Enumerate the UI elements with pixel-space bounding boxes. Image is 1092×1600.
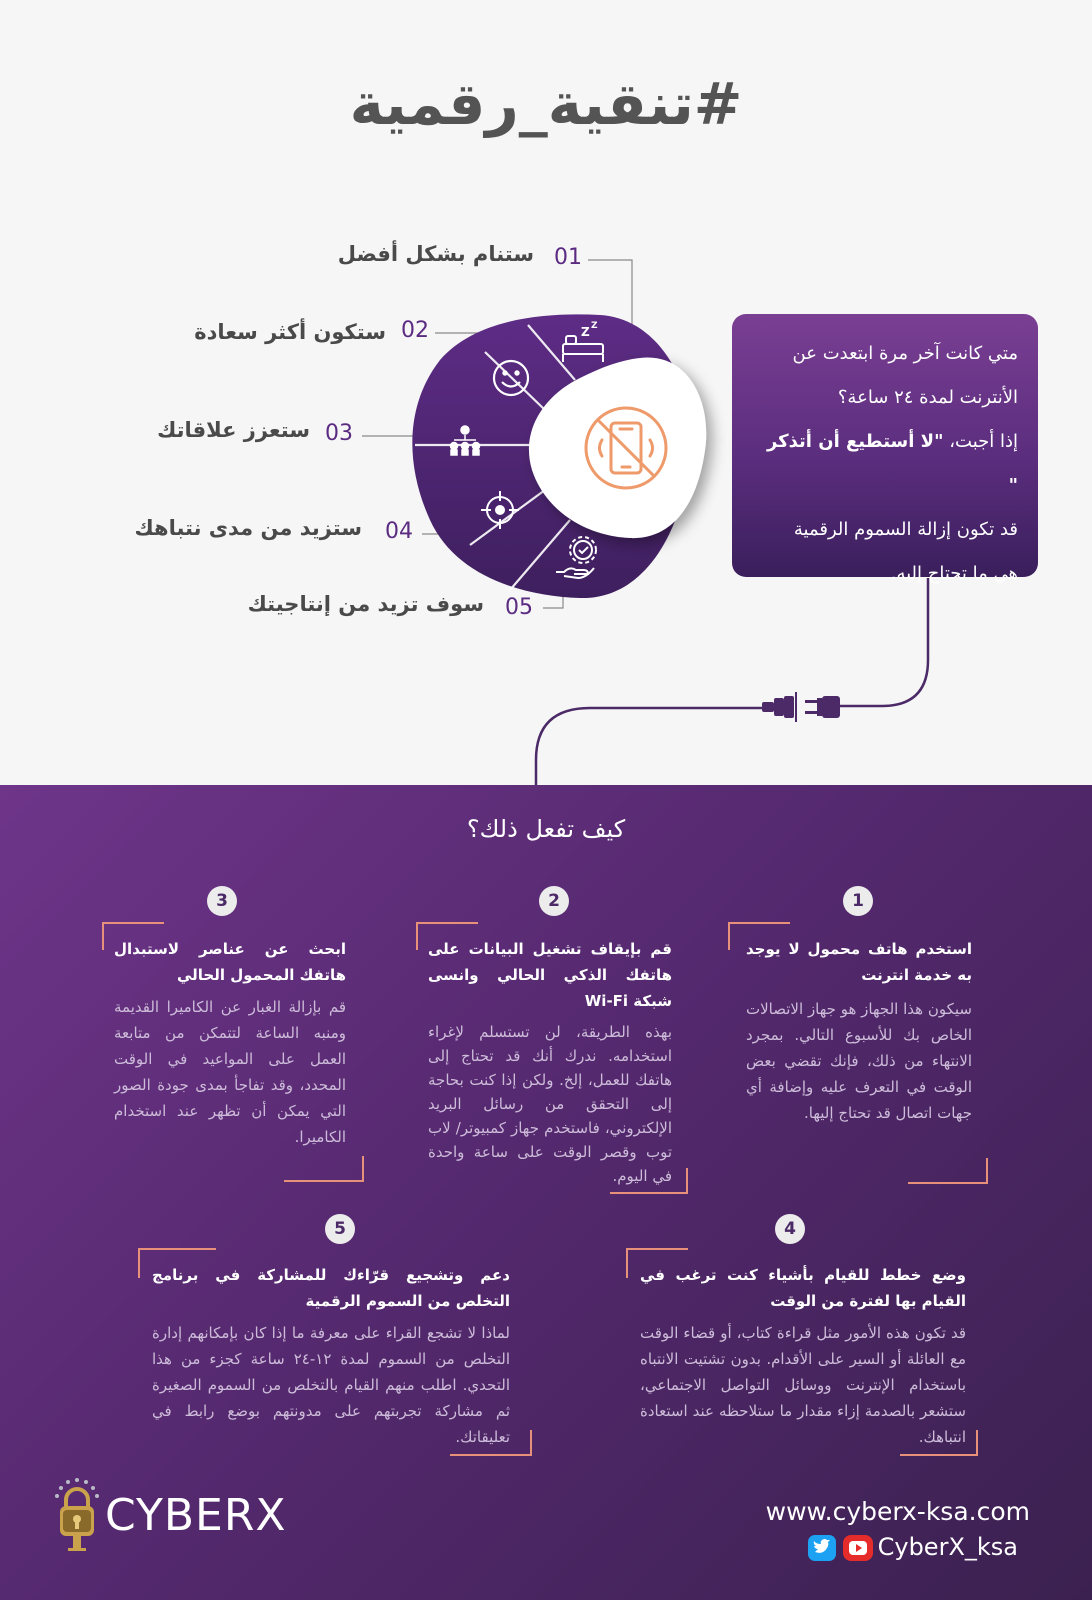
step-title-4: وضع خطط للقيام بأشياء كنت ترغب في القيام بها لفترة من الوقت xyxy=(640,1266,966,1310)
benefit-number-5: 05 xyxy=(505,595,533,620)
cable xyxy=(840,578,928,706)
benefit-label-4: ستزيد من مدى نتباهك xyxy=(134,516,362,540)
benefit-label-3: ستعزز علاقاتك xyxy=(157,418,310,442)
step-badge-2: 2 xyxy=(539,886,569,916)
website-link[interactable]: www.cyberx-ksa.com xyxy=(765,1497,1030,1526)
benefit-label-2: ستكون أكثر سعادة xyxy=(194,320,386,344)
step-card-3 xyxy=(114,936,346,1150)
step-title-1: استخدم هاتف محمول لا يوجد به خدمة انترنت xyxy=(746,940,972,984)
step-body-5: لماذا لا تشجع القراء على معرفة ما إذا كان بإمكانهم إدارة التخلص من السموم لمدة ١٢-٢٤ ساعة كجزء من هذا التحدي. اطلب منهم القيام بالتخلص من السموم الصغيرة ثم مشاركة تجربتهم على مدونتهم بوضع رابط في تعليقاتك. xyxy=(152,1324,510,1446)
step-card-5 xyxy=(152,1262,510,1450)
step-bracket-bottom-3 xyxy=(284,1156,364,1182)
question-line-5: هي ما تحتاج إليه. xyxy=(890,563,1018,584)
step-badge-5: 5 xyxy=(325,1214,355,1244)
question-line-3-prefix: إذا أجبت، xyxy=(949,431,1018,452)
step-title-3: ابحث عن عناصر لاستبدال هاتفك المحمول الحالي xyxy=(114,940,346,984)
step-body-2: بهذه الطريقة، لن تستسلم لإغراء استخدامه. ندرك أنك قد تحتاج إلى هاتفك للعمل، إلخ. ولكن إذا كنت بحاجة إلى التحقق من رسائل البريد الإلكتروني، فاستخدم جهاز كمبيوتر/ لاب توب وقصر الوقت على ساعة واحدة في اليوم. xyxy=(428,1023,672,1185)
question-line-1: متي كانت آخر مرة ابتعدت عن xyxy=(792,343,1018,364)
svg-text:Z: Z xyxy=(581,325,590,339)
question-line-3 xyxy=(752,420,1018,508)
step-badge-1: 1 xyxy=(843,886,873,916)
step-badge-3: 3 xyxy=(207,886,237,916)
brand-name: CYBERX xyxy=(105,1490,287,1541)
benefit-number-1: 01 xyxy=(554,245,582,270)
cyberx-logo-icon xyxy=(48,1474,106,1554)
twitter-icon[interactable] xyxy=(808,1535,836,1561)
how-title: كيف تفعل ذلك؟ xyxy=(466,815,626,843)
benefit-number-4: 04 xyxy=(385,519,413,544)
social-handle[interactable]: CyberX_ksa xyxy=(877,1533,1018,1561)
question-line-4: قد تكون إزالة السموم الرقمية xyxy=(793,519,1018,540)
svg-text:Z: Z xyxy=(591,321,598,331)
question-line-3-bold: "لا أستطيع أن أتذكر " xyxy=(766,431,1018,496)
benefit-label-5: سوف تزيد من إنتاجيتك xyxy=(247,592,484,616)
youtube-icon[interactable] xyxy=(843,1535,873,1561)
step-body-3: قم بإزالة الغبار عن الكاميرا القديمة ومنبه الساعة لتتمكن من متابعة العمل على المواعيد في الوقت المحدد، وقد تفاجأ بمدى جودة الصور التي يمكن أن تظهر عند استخدام الكاميرا. xyxy=(114,998,346,1146)
benefit-number-3: 03 xyxy=(325,421,353,446)
step-title-2: قم بإيقاف تشغيل البيانات على هاتفك الذكي الحالي وانسى شبكة Wi-Fi xyxy=(428,940,672,1010)
page-title: #تنقية_رقمية xyxy=(349,70,743,138)
step-badge-4: 4 xyxy=(775,1214,805,1244)
step-bracket-bottom-1 xyxy=(908,1158,988,1184)
step-body-1: سيكون هذا الجهاز هو جهاز الاتصالات الخاص بك للأسبوع التالي. بمجرد الانتهاء من ذلك، فإنك تقضي بعض الوقت في التعرف عليه وإضافة أي جهات اتصال قد تحتاج إليها. xyxy=(746,1000,972,1122)
step-body-4: قد تكون هذه الأمور مثل قراءة كتاب، أو قضاء الوقت مع العائلة أو السير على الأقدام. بدون تشتيت الانتباه باستخدام الإنترنت ووسائل التواصل الاجتماعي، ستشعر بالصدمة إزاء مقدار ما ستلاحظه عند استعادة انتباهك. xyxy=(640,1324,966,1446)
benefit-number-2: 02 xyxy=(401,318,429,343)
benefit-label-1: ستنام بشكل أفضل xyxy=(337,242,534,266)
step-card-4 xyxy=(640,1262,966,1450)
question-line-2: الأنترنت لمدة ٢٤ ساعة؟ xyxy=(837,387,1018,408)
step-card-1 xyxy=(746,936,972,1126)
question-card xyxy=(732,314,1038,584)
plug-icon xyxy=(762,692,840,722)
step-card-2 xyxy=(428,936,672,1188)
step-title-5: دعم وتشجيع قرّاءك للمشاركة في برنامج التخلص من السموم الرقمية xyxy=(152,1266,510,1310)
